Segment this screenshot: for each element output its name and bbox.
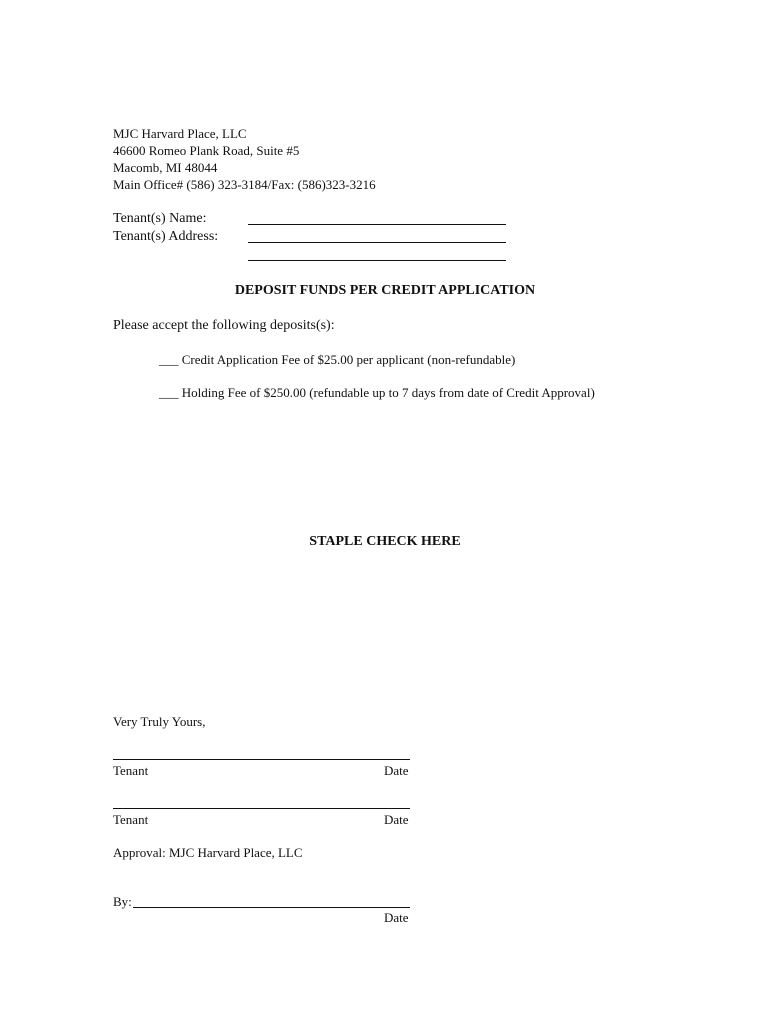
tenant-address-field-line1[interactable] <box>248 242 506 243</box>
deposit-item-holding-fee <box>159 385 595 401</box>
deposit-item-text: Holding Fee of $250.00 (refundable up to 7 days from date of Credit Approval) <box>181 385 595 400</box>
tenant-address-label: Tenant(s) Address: <box>113 229 219 244</box>
document-title: DEPOSIT FUNDS PER CREDIT APPLICATION <box>234 283 536 298</box>
deposit-item-credit-fee <box>159 352 515 368</box>
tenant-address-field-line2[interactable] <box>248 260 506 261</box>
tenant-signature-line-1[interactable] <box>113 759 410 760</box>
tenant-label-2: Tenant <box>113 812 149 827</box>
deposit-item-text: Credit Application Fee of $25.00 per applicant (non-refundable) <box>181 352 516 367</box>
approval-by-label: By: <box>113 894 132 909</box>
company-name: MJC Harvard Place, LLC <box>113 126 247 141</box>
closing-text: Very Truly Yours, <box>113 714 206 729</box>
tenant-name-label: Tenant(s) Name: <box>113 211 207 226</box>
date-label-1: Date <box>384 763 409 778</box>
approval-text: Approval: MJC Harvard Place, LLC <box>113 845 303 860</box>
approval-date-label: Date <box>384 910 409 925</box>
tenant-label-1: Tenant <box>113 763 149 778</box>
approval-signature-line[interactable] <box>133 907 410 908</box>
company-phone-fax: Main Office# (586) 323-3184/Fax: (586)323-3216 <box>113 177 376 192</box>
tenant-signature-line-2[interactable] <box>113 808 410 809</box>
deposit-checkbox-blank[interactable]: ___ <box>159 385 179 400</box>
company-address-line1: 46600 Romeo Plank Road, Suite #5 <box>113 143 300 158</box>
intro-text: Please accept the following deposits(s): <box>113 318 335 333</box>
company-address-line2: Macomb, MI 48044 <box>113 160 218 175</box>
tenant-name-field[interactable] <box>248 224 506 225</box>
staple-check-note: STAPLE CHECK HERE <box>309 534 461 549</box>
deposit-checkbox-blank[interactable]: ___ <box>159 352 179 367</box>
date-label-2: Date <box>384 812 409 827</box>
